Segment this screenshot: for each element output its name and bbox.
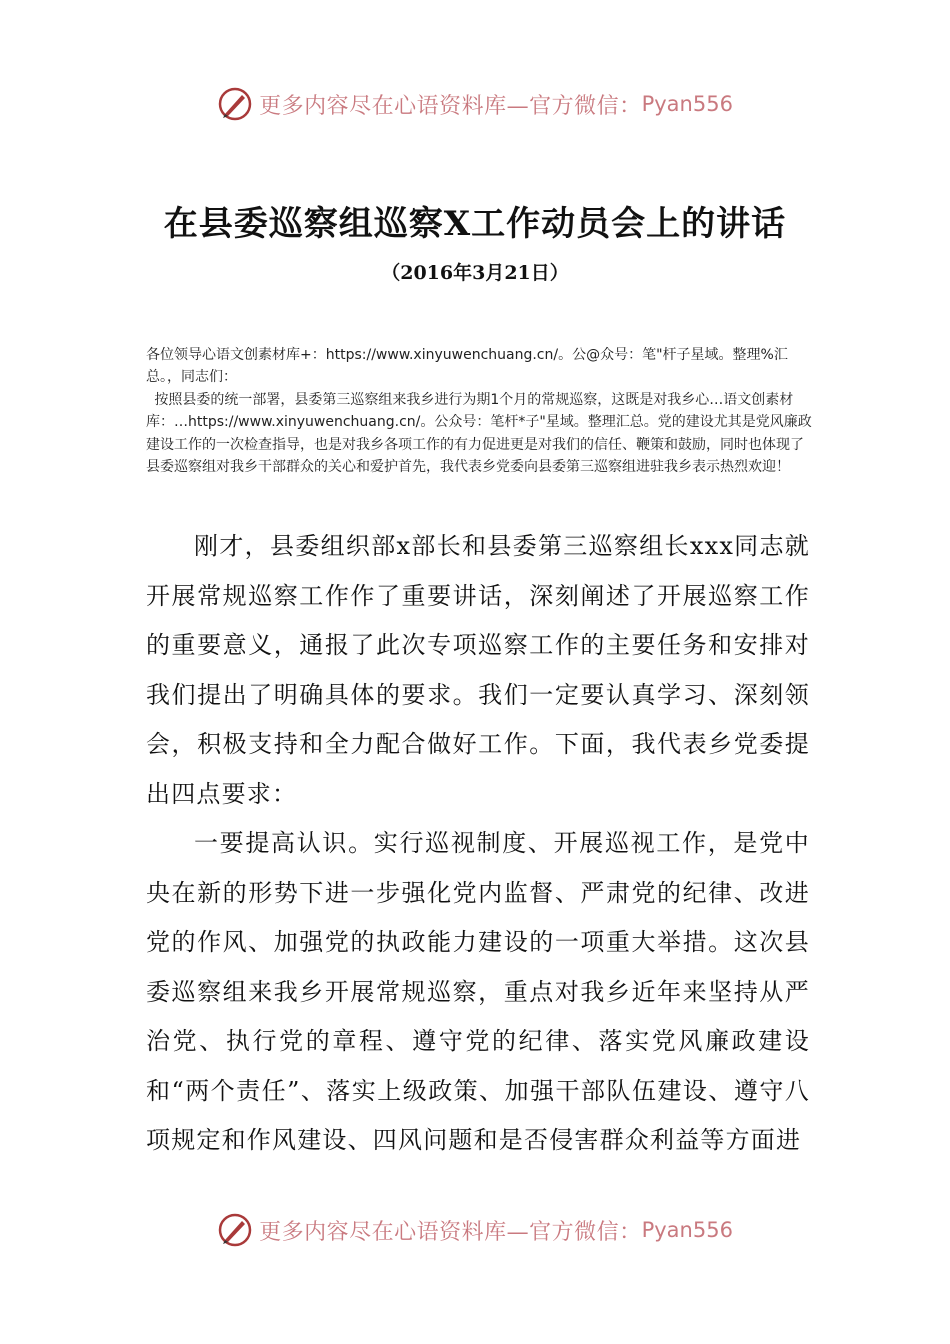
document-date: （2016年3月21日）	[381, 262, 569, 284]
watermark-text: 更多内容尽在心语资料库—官方微信：	[259, 1219, 642, 1245]
body-paragraph: 一要提高认识。实行巡视制度、开展巡视工作，是党中央在新的形势下进一步强化党内监督、严肃党的纪律、改进党的作风、加强党的执政能力建设的一项重大举措。这次县委巡察组来我乡开展常规巡察，重点对我乡近年来坚持从严治党、执行党的章程、遵守党的纪律、落实党风廉政建设和“两个责任”、落实上级政策、加强干部队伍建设、遵守八项规定和作风建设、四风问题和是否侵害群众利益等方面进	[146, 829, 810, 1154]
body-paragraph: 刚才，县委组织部x部长和县委第三巡察组长xxx同志就开展常规巡察工作作了重要讲话，深刻阐述了开展巡察工作的重要意义，通报了此次专项巡察工作的主要任务和安排对我们提出了明确具体的要求。我们一定要认真学习、深刻领会，积极支持和全力配合做好工作。下面，我代表乡党委提出四点要求：	[146, 532, 810, 808]
intro-block	[146, 344, 812, 478]
intro-paragraph: 按照县委的统一部署，县委第三巡察组来我乡进行为期1个月的常规巡察，这既是对我乡心…语文创素材库：…https://www.xinyuwenchuang.cn/。公众号：笔杆*子"星域。整理汇总。党的建设尤其是党风廉政建设工作的一次检查指导，也是对我乡各项工作的有力促进更是对我们的信任、鞭策和鼓励，同时也体现了县委巡察组对我乡干部群众的关心和爱护首先，我代表乡党委向县委第三巡察组进驻我乡表示热烈欢迎！	[146, 391, 812, 476]
intro-paragraph: 各位领导心语文创素材库+：https://www.xinyuwenchuang.cn/。公@众号：笔"杆子星域。整理%汇总。，同志们：	[146, 347, 788, 386]
pen-logo-icon	[217, 1212, 253, 1248]
watermark-banner-bottom	[0, 1208, 950, 1252]
document-title: 在县委巡察组巡察X工作动员会上的讲话	[163, 204, 787, 244]
watermark-text: 更多内容尽在心语资料库—官方微信：	[259, 93, 642, 119]
pen-logo-icon	[217, 86, 253, 122]
body-text	[146, 522, 810, 1166]
watermark-code: Pyan556	[641, 92, 733, 116]
watermark-code: Pyan556	[641, 1218, 733, 1242]
watermark-banner-top	[0, 82, 950, 126]
